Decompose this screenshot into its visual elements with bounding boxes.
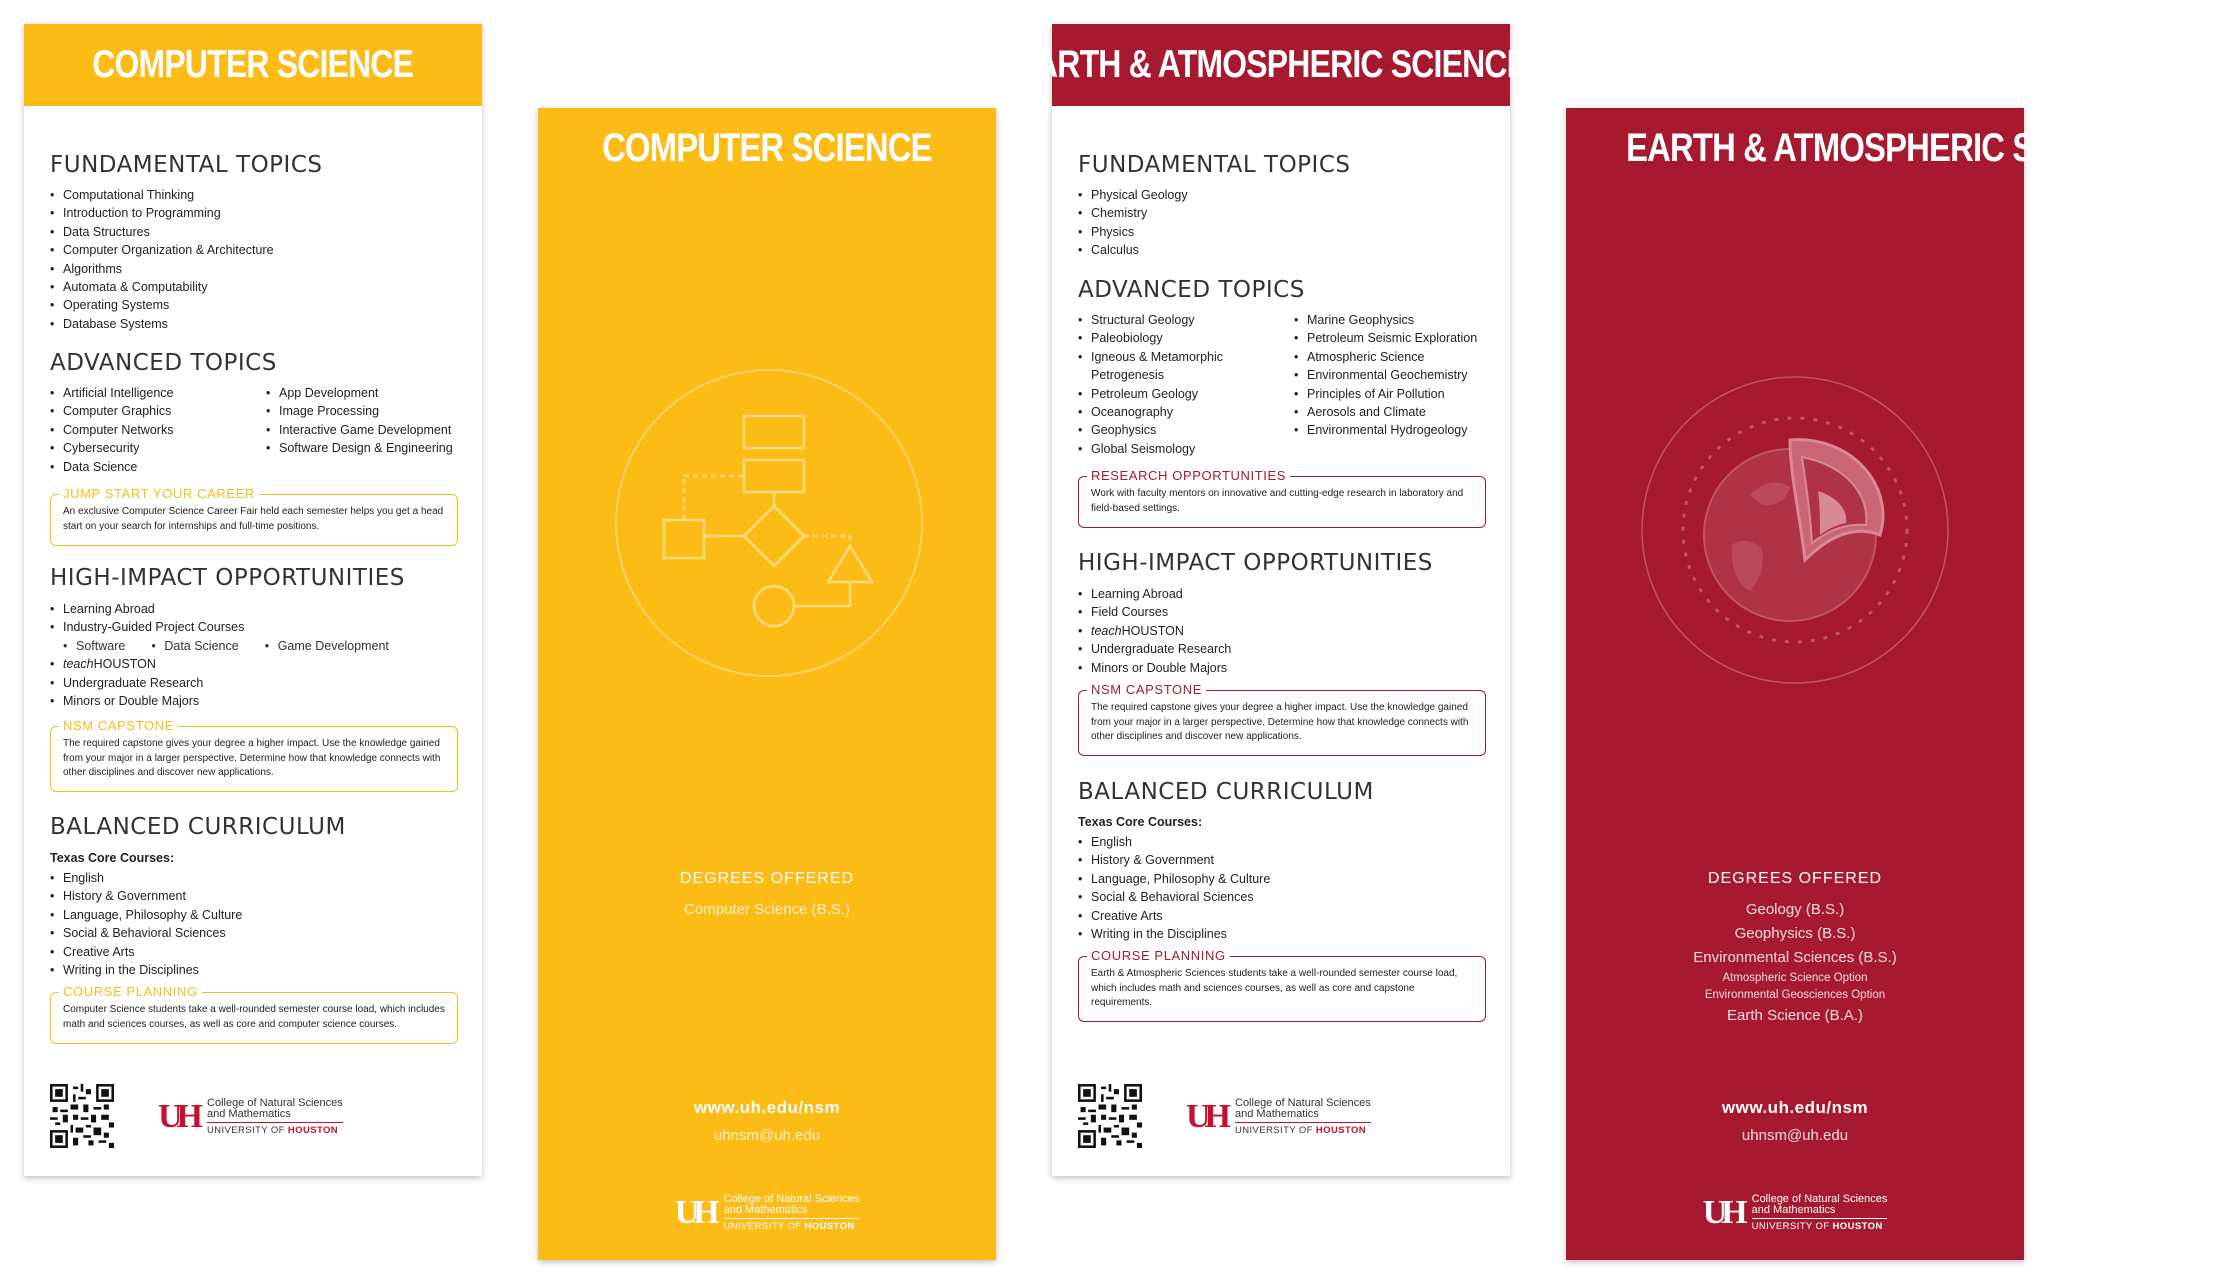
university-name: [724, 1218, 860, 1232]
list-item: • Social & Behavioral Sciences: [1078, 888, 1270, 906]
univ-pre: UNIVERSITY OF: [207, 1125, 288, 1136]
research-callout-title: RESEARCH OPPORTUNITIES: [1087, 468, 1290, 483]
uh-logo: [538, 1194, 996, 1232]
curriculum-list: [50, 869, 242, 979]
uh-mark-icon: UH: [158, 1098, 197, 1135]
college-name-line2: and Mathematics: [1751, 1204, 1836, 1216]
advanced-list-col1: [1078, 311, 1223, 458]
list-item: • Learning Abroad: [50, 600, 415, 618]
capstone-callout-title: NSM CAPSTONE: [1087, 682, 1206, 697]
list-item: • Computer Networks: [50, 421, 173, 439]
list-item: • Operating Systems: [50, 296, 274, 314]
teach-rest: HOUSTON: [1121, 623, 1184, 638]
research-callout: [1078, 468, 1486, 528]
earth-core-icon: [1640, 375, 1950, 685]
curriculum-heading: BALANCED CURRICULUM: [50, 814, 346, 840]
list-item: • Artificial Intelligence: [50, 384, 173, 402]
advanced-list-col2: [266, 384, 453, 458]
core-courses-subhead: Texas Core Courses:: [50, 851, 175, 865]
list-item: • Global Seismology: [1078, 440, 1223, 458]
list-item: • Physics: [1078, 223, 1188, 241]
college-name-line1: College of Natural Sciences: [723, 1193, 860, 1205]
website-link[interactable]: www.uh.edu/nsm: [693, 1098, 841, 1117]
univ-bold: HOUSTON: [1315, 1125, 1367, 1136]
fundamental-heading: FUNDAMENTAL TOPICS: [50, 152, 323, 178]
planning-callout-text: Computer Science students take a well-rounded semester course load, which includes math and sciences courses, as well as core and computer science courses.: [63, 1004, 445, 1030]
flowchart-icon: [614, 368, 924, 678]
list-item: • Igneous & Metamorphic: [1078, 348, 1223, 366]
list-item: • Learning Abroad: [1078, 585, 1231, 603]
degree-item: Earth Science (B.A.): [1727, 1007, 1863, 1024]
list-item: • Computer Organization & Architecture: [50, 241, 274, 259]
list-item: • Minors or Double Majors: [1078, 659, 1231, 677]
degrees-title: DEGREES OFFERED: [1707, 870, 1883, 887]
list-item: • Aerosols and Climate: [1294, 403, 1477, 421]
teach-italic: teach: [1091, 623, 1122, 638]
planning-callout: [50, 984, 458, 1044]
uh-mark-icon: UH: [1702, 1194, 1742, 1231]
college-name-line2: and Mathematics: [723, 1204, 808, 1216]
fundamental-list: [1078, 186, 1188, 260]
univ-bold: HOUSTON: [287, 1125, 339, 1136]
list-item: • Data Structures: [50, 223, 274, 241]
university-name: [207, 1122, 343, 1136]
eas-back-footer: [1078, 1084, 1478, 1150]
list-item: • Algorithms: [50, 260, 274, 278]
list-item: • Atmospheric Science: [1294, 348, 1477, 366]
cs-back-panel: [24, 24, 482, 1176]
planning-callout-text: Earth & Atmospheric Sciences students take a well-rounded semester course load, which includes math and sciences courses, as well as core and capstone requirements.: [1091, 968, 1458, 1008]
list-item: • English: [50, 869, 242, 887]
fundamental-list: [50, 186, 274, 333]
teach-rest: HOUSTON: [93, 657, 156, 672]
degree-item: Environmental Sciences (B.S.): [1693, 949, 1897, 966]
advanced-heading: ADVANCED TOPICS: [1078, 277, 1305, 303]
college-name-line1: College of Natural Sciences: [1751, 1193, 1888, 1205]
capstone-callout-text: The required capstone gives your degree a higher impact. Use the knowledge gained from your major in a larger perspective. Determine how that knowledge connects with other disciplines and discover new applications.: [1091, 702, 1469, 742]
list-item: • Introduction to Programming: [50, 204, 274, 222]
capstone-callout-title: NSM CAPSTONE: [59, 718, 178, 733]
list-item: • Interactive Game Development: [266, 421, 453, 439]
list-item: • Creative Arts: [1078, 907, 1270, 925]
capstone-callout: [50, 718, 458, 792]
list-item: • Software Design & Engineering: [266, 439, 453, 457]
qr-code-icon[interactable]: [1078, 1084, 1142, 1148]
degree-item: Geophysics (B.S.): [1734, 925, 1856, 942]
capstone-callout-text: The required capstone gives your degree a higher impact. Use the knowledge gained from your major in a larger perspective. Determine how that knowledge connects with other disciplines and discover new applications.: [63, 738, 441, 778]
degrees-list: [538, 898, 996, 922]
project-sublist: [50, 637, 415, 655]
list-item: • Geophysics: [1078, 421, 1223, 439]
fundamental-heading: FUNDAMENTAL TOPICS: [1078, 152, 1351, 178]
list-item: • Chemistry: [1078, 204, 1188, 222]
list-item: • Principles of Air Pollution: [1294, 385, 1477, 403]
curriculum-heading: BALANCED CURRICULUM: [1078, 779, 1374, 805]
career-callout: [50, 486, 458, 546]
list-item-teachhouston: [50, 655, 415, 673]
list-item: • Undergraduate Research: [50, 674, 415, 692]
eas-back-title: EARTH & ATMOSPHERIC SCIENCES: [1014, 43, 1548, 86]
college-name-line2: and Mathematics: [1235, 1108, 1319, 1120]
list-item: • Environmental Hydrogeology: [1294, 421, 1477, 439]
sublist-item: • Game Development: [265, 637, 389, 655]
list-item: • App Development: [266, 384, 453, 402]
impact-heading: HIGH-IMPACT OPPORTUNITIES: [50, 565, 405, 591]
eas-front-panel: [1566, 108, 2174, 1260]
career-callout-text: An exclusive Computer Science Career Fair held each semester helps you get a head start on your search for internships and full-time positions.: [63, 506, 444, 532]
list-item: • History & Government: [50, 887, 242, 905]
list-item: • Automata & Computability: [50, 278, 274, 296]
list-item: • Marine Geophysics: [1294, 311, 1477, 329]
college-name-line1: College of Natural Sciences: [1235, 1097, 1371, 1109]
impact-heading: HIGH-IMPACT OPPORTUNITIES: [1078, 550, 1433, 576]
list-item: • Calculus: [1078, 241, 1188, 259]
planning-callout-title: COURSE PLANNING: [59, 984, 202, 999]
degree-option: Atmospheric Science Option: [1722, 972, 1868, 984]
qr-code-icon[interactable]: [50, 1084, 114, 1148]
degree-item: Computer Science (B.S.): [684, 901, 850, 918]
list-item: • Writing in the Disciplines: [1078, 925, 1270, 943]
list-item: • Cybersecurity: [50, 439, 173, 457]
univ-pre: UNIVERSITY OF: [1235, 1125, 1316, 1136]
planning-callout: [1078, 948, 1486, 1022]
university-name: [1235, 1122, 1371, 1136]
list-item: • Language, Philosophy & Culture: [1078, 870, 1270, 888]
sublist-item: • Data Science: [151, 637, 238, 655]
univ-bold: HOUSTON: [1832, 1221, 1883, 1232]
planning-callout-title: COURSE PLANNING: [1087, 948, 1230, 963]
cs-front-panel: [538, 108, 996, 1260]
list-item: • Social & Behavioral Sciences: [50, 924, 242, 942]
univ-pre: UNIVERSITY OF: [723, 1221, 805, 1232]
career-callout-title: JUMP START YOUR CAREER: [59, 486, 259, 501]
degrees-list: [1566, 898, 2024, 1028]
email-link[interactable]: uhnsm@uh.edu: [713, 1127, 821, 1144]
degree-option: Environmental Geosciences Option: [1704, 989, 1886, 1001]
list-item: • Industry-Guided Project Courses: [50, 618, 415, 636]
list-item: • Field Courses: [1078, 603, 1231, 621]
list-item: • Language, Philosophy & Culture: [50, 906, 242, 924]
cs-back-header: [24, 24, 482, 106]
uh-logo: [158, 1098, 343, 1136]
univ-pre: UNIVERSITY OF: [1751, 1221, 1833, 1232]
list-item-continued: Petrogenesis: [1091, 368, 1164, 383]
website-link[interactable]: www.uh.edu/nsm: [1721, 1098, 1869, 1117]
list-item: • Database Systems: [50, 315, 274, 333]
research-callout-text: Work with faculty mentors on innovative and cutting-edge research in laboratory and field-based settings.: [1091, 488, 1464, 514]
list-item: • Structural Geology: [1078, 311, 1223, 329]
uh-mark-icon: UH: [674, 1194, 714, 1231]
cs-back-title: COMPUTER SCIENCE: [92, 43, 414, 86]
email-link[interactable]: uhnsm@uh.edu: [1741, 1127, 1849, 1144]
list-item: • Image Processing: [266, 402, 453, 420]
list-item: • Physical Geology: [1078, 186, 1188, 204]
advanced-list-col2: [1294, 311, 1477, 440]
advanced-heading: ADVANCED TOPICS: [50, 350, 277, 376]
list-item: • English: [1078, 833, 1270, 851]
list-item-teachhouston: [1078, 622, 1231, 640]
eas-back-panel: [1014, 24, 1548, 1176]
eas-front-title-wrap: [1566, 126, 2174, 171]
list-item: • Computer Graphics: [50, 402, 173, 420]
core-courses-subhead: Texas Core Courses:: [1078, 815, 1203, 829]
univ-bold: HOUSTON: [804, 1221, 855, 1232]
university-name: [1752, 1218, 1888, 1232]
curriculum-list: [1078, 833, 1270, 943]
list-item: • Paleobiology: [1078, 329, 1223, 347]
list-item: • Environmental Geochemistry: [1294, 366, 1477, 384]
list-item: • Petroleum Seismic Exploration: [1294, 329, 1477, 347]
list-item: • Minors or Double Majors: [50, 692, 415, 710]
degree-item: Geology (B.S.): [1745, 901, 1845, 918]
list-item: • Data Science: [50, 458, 173, 476]
impact-list: [1078, 585, 1231, 677]
cs-front-title: COMPUTER SCIENCE: [602, 126, 932, 170]
list-item: • Computational Thinking: [50, 186, 274, 204]
list-item: • History & Government: [1078, 851, 1270, 869]
cs-front-title-wrap: [538, 126, 996, 171]
cs-back-footer: [50, 1084, 450, 1150]
list-item: • Oceanography: [1078, 403, 1223, 421]
capstone-callout: [1078, 682, 1486, 756]
eas-front-title: EARTH & ATMOSPHERIC SCIENCES: [1626, 126, 2174, 170]
list-item: • Petroleum Geology: [1078, 385, 1223, 403]
uh-logo: [1566, 1194, 2024, 1232]
college-name-line2: and Mathematics: [207, 1108, 291, 1120]
uh-logo: [1186, 1098, 1371, 1136]
list-item: • Undergraduate Research: [1078, 640, 1231, 658]
sublist-item: • Software: [63, 637, 125, 655]
impact-list: [50, 600, 415, 710]
list-item: • Writing in the Disciplines: [50, 961, 242, 979]
eas-back-header: [1014, 24, 1548, 106]
college-name-line1: College of Natural Sciences: [207, 1097, 343, 1109]
degrees-title: DEGREES OFFERED: [679, 870, 855, 887]
advanced-list-col1: [50, 384, 173, 476]
teach-italic: teach: [63, 657, 94, 672]
list-item: • Creative Arts: [50, 943, 242, 961]
uh-mark-icon: UH: [1186, 1098, 1225, 1135]
